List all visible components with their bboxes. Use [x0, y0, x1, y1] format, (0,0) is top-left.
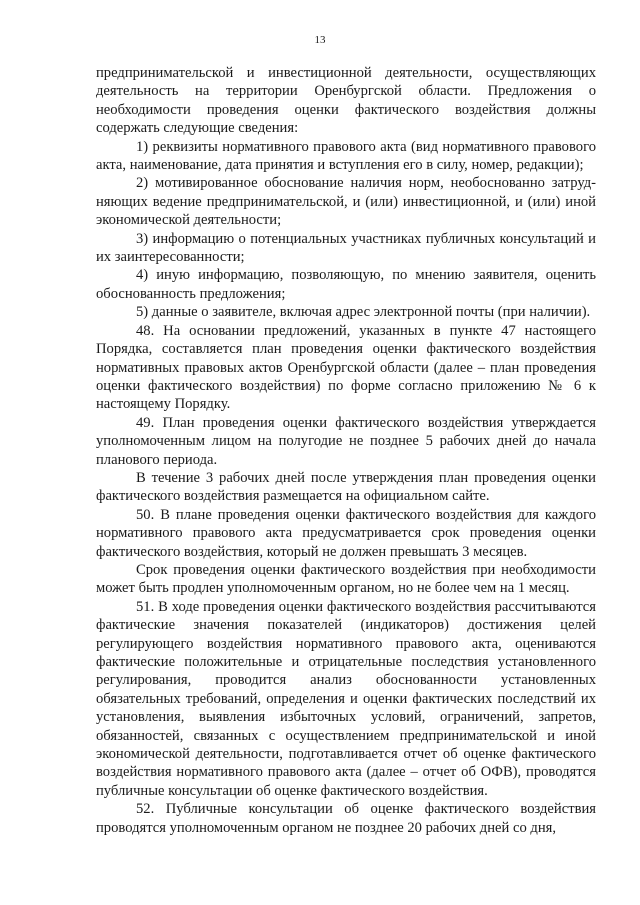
- paragraph-clause-48: 48. На основании предложений, указанных в пункте 47 настоящего Порядка, составляется план проведения оценки фактического воздействия нормативных правовых актов Оренбургской области (далее – план проведения оценки фактического воздействия) по форме согласно приложению № 6 к настоящему Порядку.: [96, 322, 596, 413]
- paragraph-clause-50: 50. В плане проведения оценки фактического воздействия для каждого нормативного правового акта предусматривается срок проведения оценки фактического воздействия, который не должен превышать 3 месяцев.: [96, 506, 596, 560]
- paragraph-clause-51: 51. В ходе проведения оценки фактического воздействия рассчитываются фактические значения показателей (индикаторов) достижения целей регулирующего воздействия нормативного правового акта, оцениваются фактические положительные и отрицательные последствия установленного регулирования, проводится анализ обоснованности установленных обязательных требований, определения и оценки фактических последствий их установления, выявления избыточных условий, ограничений, запретов, обязанностей, связанных с осуществлением предпринимательской и иной экономической деятельности, подготавливается отчет об оценке фактического воздействия нормативного правового акта (далее – отчет об ОФВ), проводятся публичные консультации об оценке фактического воздействия.: [96, 598, 596, 799]
- document-body: [96, 64, 596, 837]
- paragraph-item-4-other-info: 4) иную информацию, позволяющую, по мнению заявителя, оценить обоснованность предложения;: [96, 267, 596, 302]
- paragraph-item-2-justification: 2) мотивированное обоснование наличия норм, необоснованно затрудняющих ведение предпринимательской, и (или) инвестиционной, и (или) иной экономической деятельности;: [96, 175, 596, 229]
- paragraph-intro-continuation: предпринимательской и инвестиционной деятельности, осуществляющих деятельность на территории Оренбургской области. Предложения о необходимости проведения оценки фактического воздействия должны содержать следующие сведения:: [96, 65, 596, 137]
- paragraph-clause-49: 49. План проведения оценки фактического воздействия утверждается уполномоченным лицом на полугодие не позднее 5 рабочих дней до начала планового периода.: [96, 414, 596, 468]
- paragraph-item-3-participants: 3) информацию о потенциальных участниках публичных консультаций и их заинтересованности;: [96, 230, 596, 266]
- paragraph-clause-52: 52. Публичные консультации об оценке фактического воздействия проводятся уполномоченным органом не позднее 20 рабочих дней со дня,: [96, 801, 596, 836]
- paragraph-item-1-requisites: 1) реквизиты нормативного правового акта (вид нормативного правового акта, наименование, дата принятия и вступления его в силу, номер, редакции);: [96, 138, 596, 174]
- paragraph-item-5-applicant: 5) данные о заявителе, включая адрес электронной почты (при наличии).: [136, 304, 591, 321]
- paragraph-clause-49-publication: В течение 3 рабочих дней после утверждения план проведения оценки фактического воздействия размещается на официальном сайте.: [96, 469, 596, 505]
- paragraph-clause-50-extension: Срок проведения оценки фактического воздействия при необходимости может быть продлен уполномоченным органом, но не более чем на 1 месяц.: [96, 561, 596, 597]
- page-number: 13: [314, 34, 326, 46]
